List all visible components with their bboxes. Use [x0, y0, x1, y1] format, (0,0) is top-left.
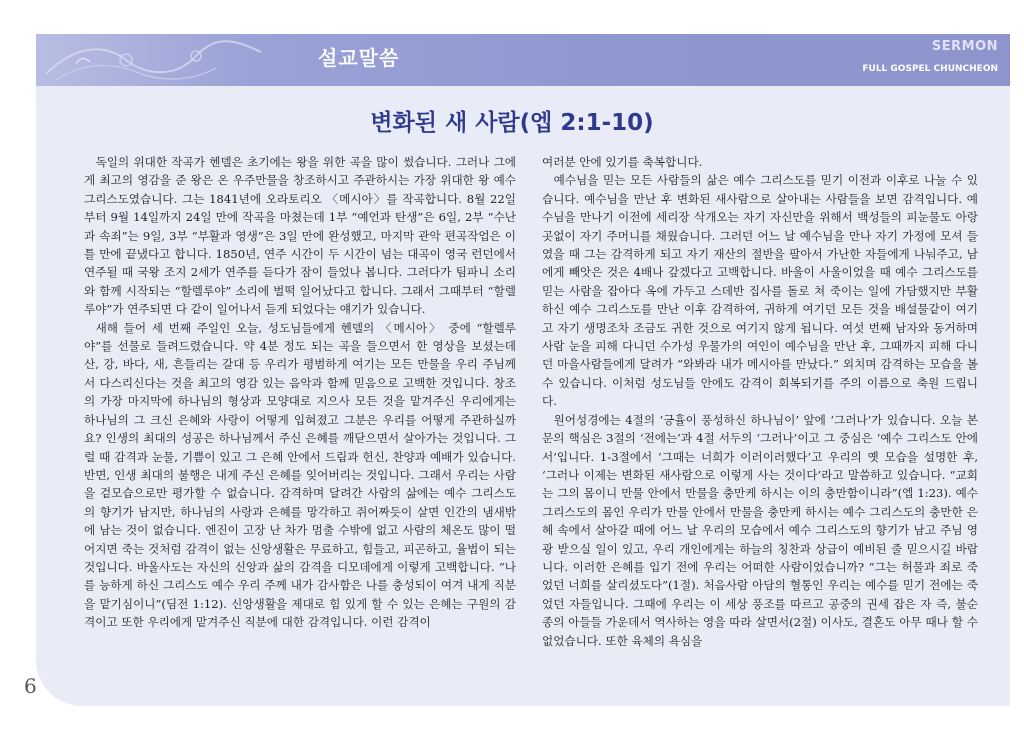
page-number: 6 — [24, 674, 37, 698]
paragraph: 독일의 위대한 작곡가 헨델은 초기에는 왕을 위한 곡을 많이 썼습니다. 그러나 그에게 최고의 영감을 준 왕은 온 우주만물을 창조하시고 주관하시는 가장 위대한 왕 예수 그리스도였습니다. 그는 1841년에 오라토리오 〈메시아〉를 작곡합니다. 8월 22일부터 9월 14일까지 24일 만에 작곡을 마쳤는데 1부 “예언과 탄생”은 6일, 2부 “수난과 속죄”는 9일, 3부 “부활과 영생”은 3일 만에 완성했고, 마지막 관악 편곡작업은 이틀 만에 끝냈다고 합니다. 1850년, 연주 시간이 두 시간이 넘는 대곡이 영국 런던에서 연주될 때 국왕 조지 2세가 연주를 듣다가 잠이 들었나 봅니다. 그러다가 팀파니 소리와 함께 시작되는 “할렐루야” 소리에 벌떡 일어났다고 합니다. 그래서 그때부터 “할렐루야”가 연주되면 다 같이 일어나서 듣게 되었다는 얘기가 있습니다. — [84, 155, 516, 317]
paragraph: 여러분 안에 있기를 축복합니다. — [542, 155, 703, 169]
right-column — [542, 153, 978, 650]
header-bar — [36, 34, 1010, 86]
paragraph: 예수님을 믿는 모든 사람들의 삶은 예수 그리스도를 믿기 이전과 이후로 나눌 수 있습니다. 예수님을 만난 후 변화된 새사람으로 살아내는 사람들을 보면 감격입니다. 예수님을 만나기 이전에 세리장 삭개오는 자기 자신만을 위해서 백성들의 피눈물도 아랑곳없이 자기 주머니를 채웠습니다. 그러던 어느 날 예수님을 만나 자기 가정에 모셔 들였을 때 그는 감격하게 되고 자기 재산의 절반을 팔아서 가난한 자들에게 나눠주고, 남에게 빼앗은 것은 4배나 갚겠다고 고백합니다. 바울이 사울이었을 때 예수 그리스도를 믿는 사람을 잡아다 옥에 가두고 스데반 집사를 돌로 쳐 죽이는 일에 가담했지만 부활하신 예수 그리스도를 만난 이후 감격하여, 귀하게 여기던 모든 것을 배설물같이 여기고 자기 생명조차 조금도 귀한 것으로 여기지 않게 됩니다. 여섯 번째 남자와 동거하며 사람 눈을 피해 다니던 수가성 우물가의 여인이 예수님을 만난 후, 그때까지 피해 다니던 마을사람들에게 달려가 “와봐라 내가 메시아를 만났다.” 외치며 감격하는 모습을 볼 수 있습니다. 이처럼 성도님들 안에도 감격이 회복되기를 주의 이름으로 축원 드립니다. — [542, 173, 978, 409]
decorative-swirl-icon — [36, 34, 266, 86]
sermon-title: 변화된 새 사람(엡 2:1-10) — [370, 110, 654, 136]
paragraph: 원어성경에는 4절의 ‘긍휼이 풍성하신 하나님이’ 앞에 ‘그러나’가 있습니다. 오늘 본문의 핵심은 3절의 ‘전에는’과 4절 서두의 ‘그러나’이고 그 중심은 ‘예수 그리스도 안에서’입니다. 1-3절에서 ‘그때는 너희가 이러이러했다’고 우리의 옛 모습을 설명한 후, ‘그러나 이제는 변화된 새사람으로 이렇게 사는 것이다’라고 말씀하고 있습니다. “교회는 그의 몸이니 만물 안에서 만물을 충만케 하시는 이의 충만함이니라”(엡 1:23). 예수 그리스도의 몸인 우리가 만물 안에서 만물을 충만케 하시는 예수 그리스도의 충만한 은혜 속에서 살아갈 때에 어느 날 우리의 모습에서 예수 그리스도의 향기가 남고 주님 영광 받으실 일이 있고, 우리 개인에게는 하늘의 칭찬과 상급이 예비된 줄 믿으시길 바랍니다. 이러한 은혜를 입기 전에 우리는 어떠한 사람이었습니까? “그는 허물과 죄로 죽었던 너희를 살리셨도다”(1절). 처음사람 아담의 혈통인 우리는 예수를 믿기 전에는 죽었던 자들입니다. 그때에 우리는 이 세상 풍조를 따르고 공중의 권세 잡은 자 즉, 불순종의 아들들 가운데서 역사하는 영을 따라 살면서(2절) 이사도, 결혼도 아무 때나 할 수 없었습니다. 또한 육체의 욕심을 — [542, 412, 978, 648]
left-column — [84, 153, 516, 632]
section-title: 설교말씀 — [318, 46, 400, 70]
church-label: FULL GOSPEL CHUNCHEON — [862, 64, 998, 74]
sermon-label: SERMON — [931, 39, 998, 54]
paragraph: 새해 들어 세 번째 주일인 오늘, 성도님들에게 헨델의 〈메시아〉 중에 “할렐루야”를 선물로 들려드렸습니다. 약 4분 정도 되는 곡을 들으면서 한 영상을 보셨는데 산, 강, 바다, 새, 흔들리는 갈대 등 우리가 평범하게 여기는 모든 만물을 우리 주님께서 다스리신다는 것을 최고의 영감 있는 음악과 함께 믿음으로 고백한 것입니다. 창조의 가장 마지막에 하나님의 형상과 모양대로 지으사 모든 것을 맡겨주신 우리에게는 하나님의 그 크신 은혜와 사랑이 어떻게 입혀졌고 그분은 우리를 어떻게 주관하실까요? 인생의 최대의 성공은 하나님께서 주신 은혜를 깨닫으면서 살아가는 것입니다. 그럴 때 감격과 눈물, 기쁨이 있고 그 은혜 안에서 드림과 헌신, 찬양과 예배가 있습니다. 반면, 인생 최대의 불행은 내게 주신 은혜를 잊어버리는 것입니다. 그래서 우리는 사람을 겉모습으로만 평가할 수 없습니다. 감격하며 달려간 사람의 삶에는 예수 그리스도의 향기가 남지만, 하나님의 사랑과 은혜를 망각하고 쥐어짜듯이 살면 인간의 냄새밖에 남는 것이 없습니다. 엔진이 고장 난 차가 멈출 수밖에 없고 사람의 체온도 많이 떨어지면 죽는 것처럼 감격이 없는 신앙생활은 무료하고, 힘들고, 피곤하고, 율법이 되는 것입니다. 바울사도는 자신의 신앙과 삶의 감격을 디모데에게 이렇게 고백합니다. “나를 능하게 하신 그리스도 예수 우리 주께 내가 감사함은 나를 충성되이 여겨 내게 직분을 맡기심이니”(딤전 1:12). 신앙생활을 제대로 힘 있게 할 수 있는 은혜는 구원의 감격이고 또한 우리에게 맡겨주신 직분에 대한 감격입니다. 이런 감격이 — [84, 320, 517, 630]
